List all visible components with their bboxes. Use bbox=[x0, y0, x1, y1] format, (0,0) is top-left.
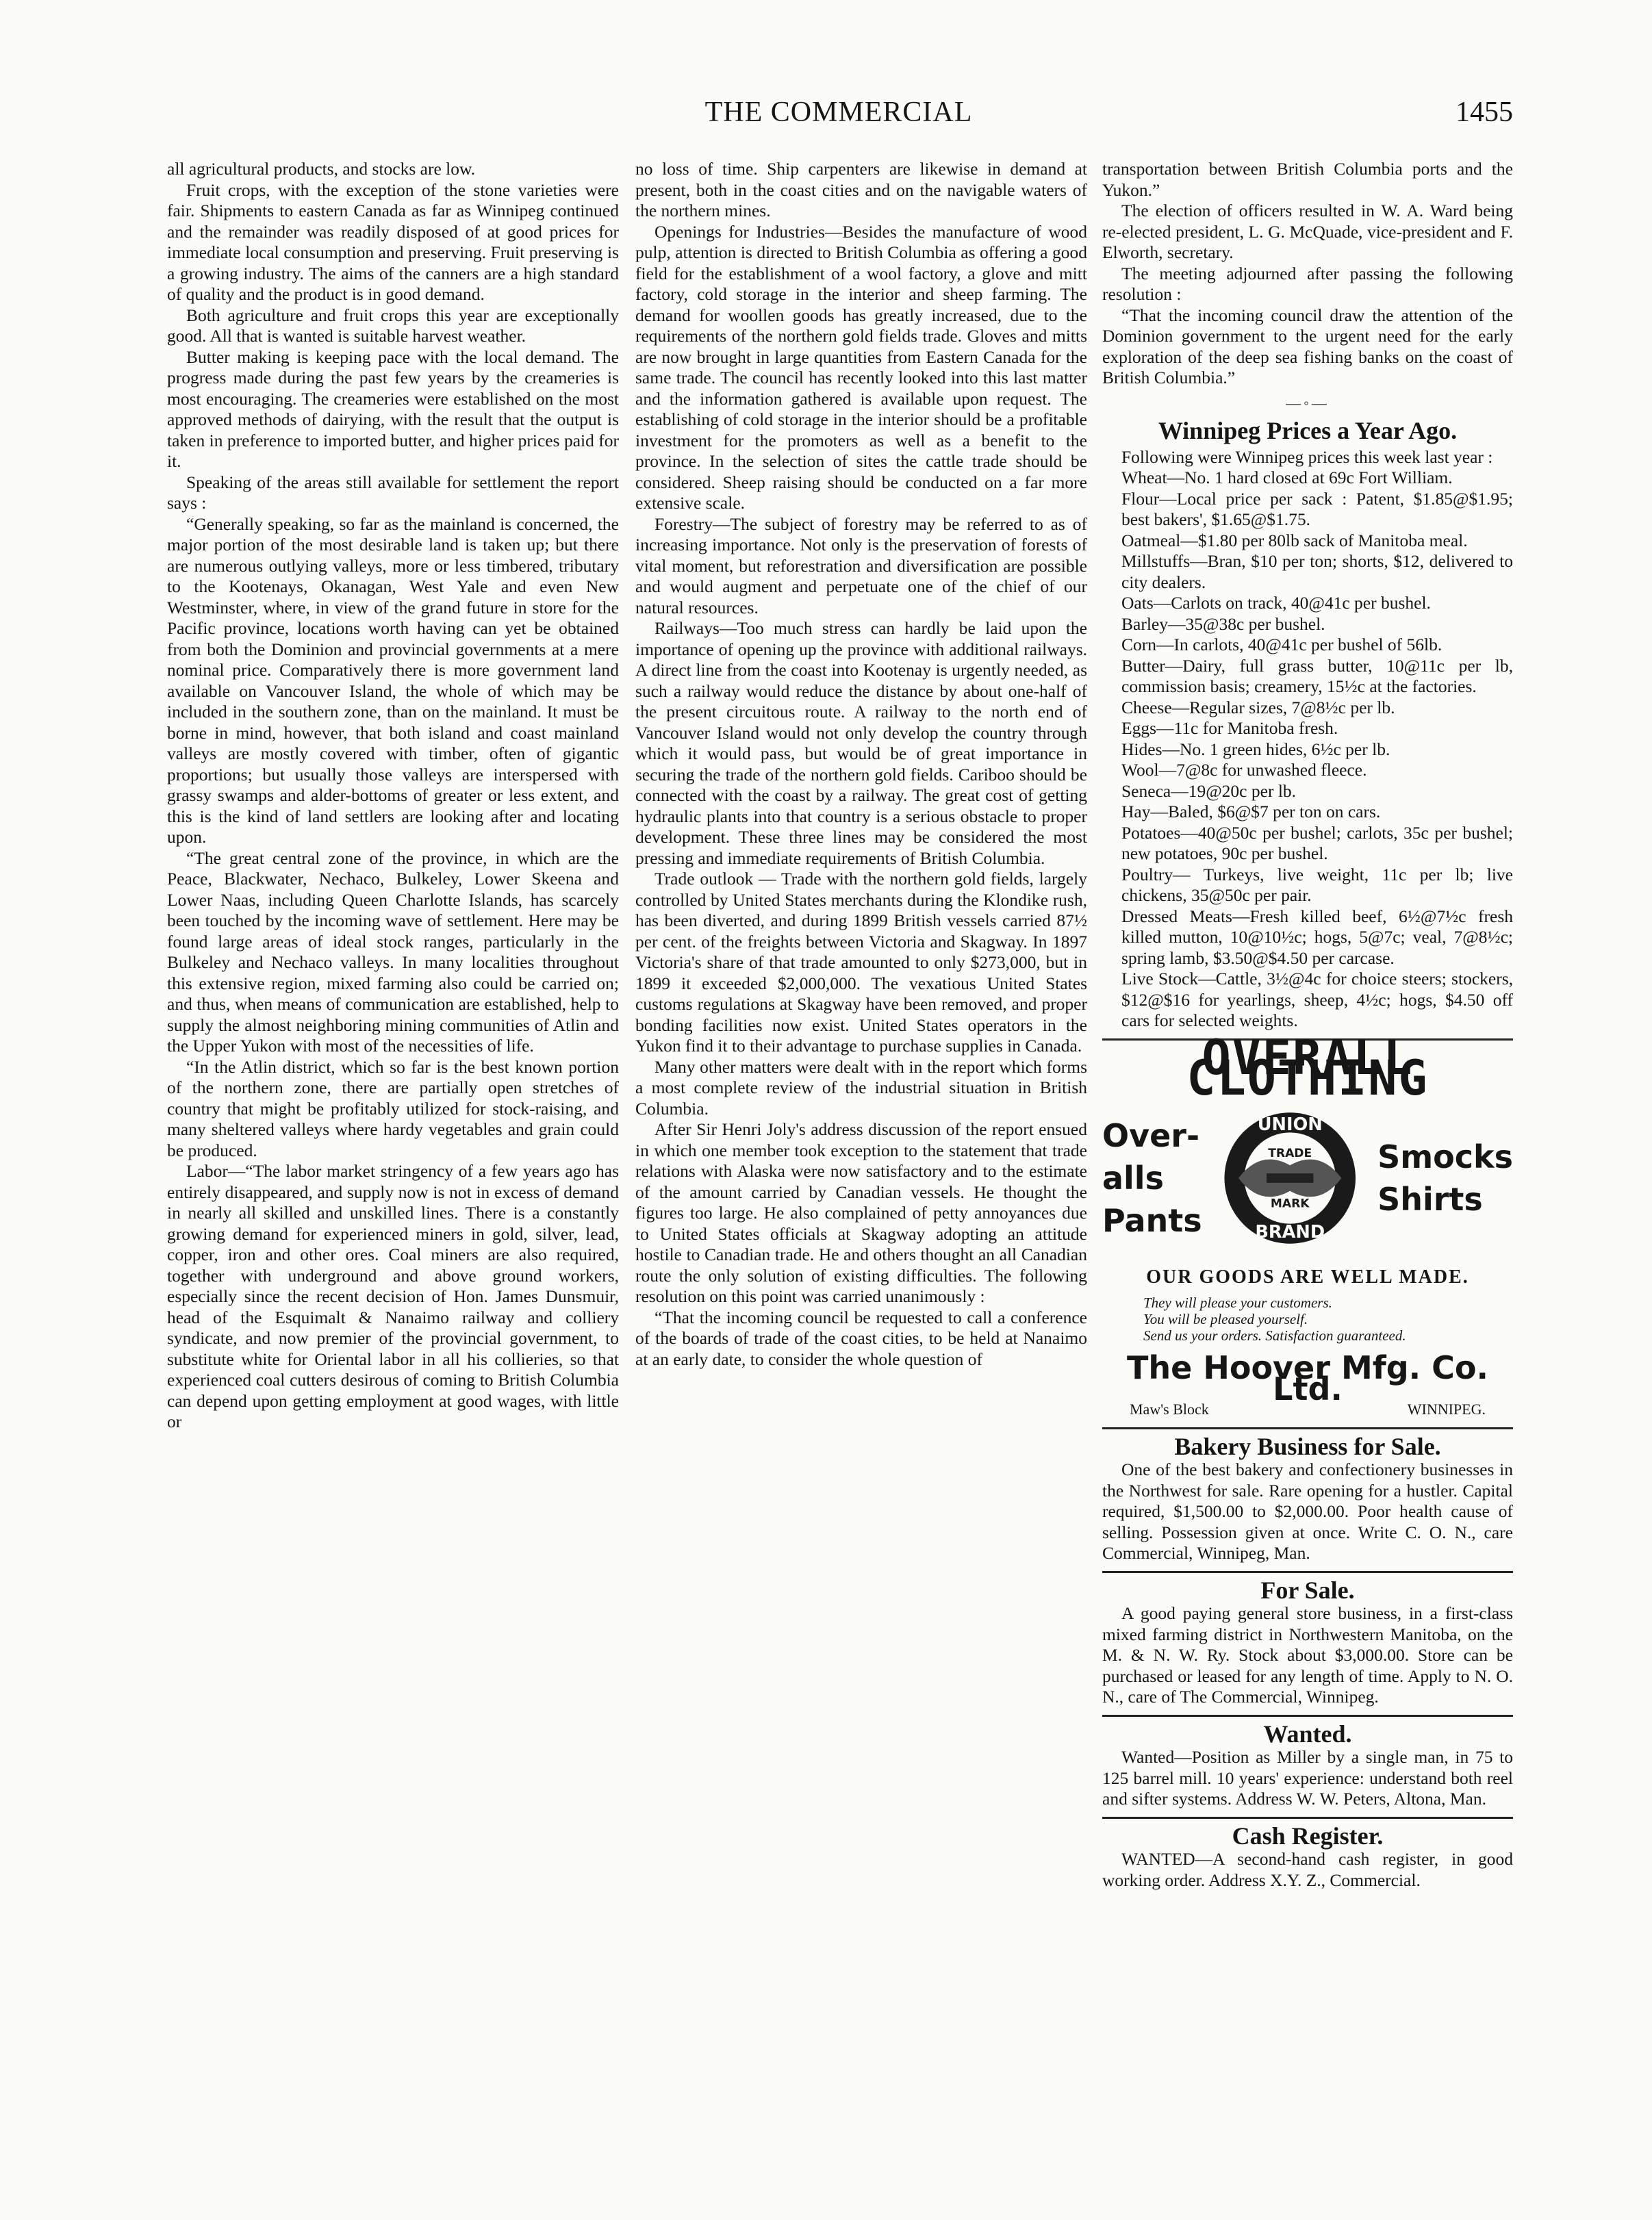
ad-headline: OVERALL CLOTHING bbox=[1186, 1029, 1429, 1106]
price-item: Live Stock—Cattle, 3½@4c for choice steers; stockers, $12@$16 for yearlings, sheep, 4½c; hogs, $4.50 off cars for selected weights. bbox=[1121, 969, 1513, 1030]
price-item: Potatoes—40@50c per bushel; carlots, 35c per bushel; new potatoes, 90c per bushel. bbox=[1121, 822, 1513, 863]
ad-middle bbox=[1102, 1096, 1513, 1260]
paragraph: The meeting adjourned after passing the following resolution : bbox=[1102, 263, 1513, 304]
column-3 bbox=[1102, 159, 1513, 2185]
paragraph: “That the incoming council draw the attention of the Dominion government to the urgent need for the early exploration of the deep sea fishing banks on the coast of British Columbia.” bbox=[1102, 305, 1513, 387]
prices-intro: Following were Winnipeg prices this week last year : bbox=[1121, 446, 1493, 467]
paragraph: After Sir Henri Joly's address discussion of the report ensued in which one member took exception to the statement that trade relations with Alaska were now satisfactory and to the estimate of the amount carried by Canadian vessels. He thought the figures too large. He also complained of petty annoyances due to United States officials at Skagway adopting an attitude hostile to Canadian trade. He and others thought an all Canadian route the only solution of existing difficulties. The following resolution on this point was carried unanimously : bbox=[635, 1119, 1087, 1306]
overall-clothing-ad bbox=[1102, 1029, 1513, 1420]
logo-upper-text: TRADE bbox=[1267, 1146, 1312, 1160]
classified-text: WANTED—A second-hand cash register, in good working order. Address X.Y. Z., Commercial. bbox=[1102, 1849, 1513, 1890]
classified-text: Wanted—Position as Miller by a single man, in 75 to 125 barrel mill. 10 years' experience: understand both reel and sifter systems. Address W. W. Peters, Altona, Man. bbox=[1102, 1747, 1513, 1809]
price-item: Oatmeal—$1.80 per 80lb sack of Manitoba meal. bbox=[1121, 530, 1468, 550]
paragraph: Labor—“The labor market stringency of a few years ago has entirely disappeared, and supply now is not in excess of demand in nearly all skilled and unskilled lines. There is a constantly growing demand for experienced miners in gold, silver, lead, copper, iron and other ores. Coal miners are also required, together with underground and above ground workers, especially since the recent decision of Hon. James Dunsmuir, head of the Esquimalt & Nanaimo railway and colliery syndicate, and now premier of the provincial government, to substitute white for Oriental labor in all his collieries, so that experienced coal cutters desirous of coming to British Columbia can depend upon getting employment at good wages, with little or bbox=[167, 1161, 619, 1431]
paragraph: Speaking of the areas still available for settlement the report says : bbox=[167, 472, 619, 513]
price-item: Cheese—Regular sizes, 7@8½c per lb. bbox=[1121, 697, 1395, 717]
ad-word: Smocks bbox=[1377, 1138, 1513, 1175]
ad-line: Send us your orders. Satisfaction guaranteed. bbox=[1143, 1327, 1406, 1344]
ad-word: Pants bbox=[1102, 1201, 1202, 1239]
paragraph: “In the Atlin district, which so far is the best known portion of the northern zone, there are partially open stretches of country that might be profitably utilized for stock-raising, and many sheltered valleys where hardy vegetables and grain could be produced. bbox=[167, 1056, 619, 1160]
paragraph: Both agriculture and fruit crops this year are exceptionally good. All that is wanted is suitable harvest weather. bbox=[167, 305, 619, 346]
paragraph: Openings for Industries—Besides the manufacture of wood pulp, attention is directed to British Columbia as offering a good field for the establishment of a wool factory, a glove and mitt factory, cold storage in the interior and sheep farming. The demand for woollen goods has greatly increased, due to the requirements of the northern gold fields trade. Gloves and mitts are now brought in large quantities from Eastern Canada for the same trade. The council has recently looked into this last matter and the information gathered is available upon request. The establishing of cold storage in the interior should be a profitable investment for the promoters as well as a benefit to the province. In the selection of sites the cattle trade should be considered. Sheep raising should be conducted on a far more extensive scale. bbox=[635, 221, 1087, 513]
paragraph: Many other matters were dealt with in the report which forms a most complete review of the industrial situation in British Columbia. bbox=[635, 1056, 1087, 1119]
paragraph: Forestry—The subject of forestry may be referred to as of increasing importance. Not only is the preservation of forests of vital moment, but reforestration and diversification are possible and would augment and perpetuate one of the chief of our natural resources. bbox=[635, 513, 1087, 617]
union-brand-logo-icon bbox=[1202, 1096, 1377, 1260]
classified-for-sale bbox=[1102, 1576, 1513, 1708]
ad-address-left: Maw's Block bbox=[1130, 1401, 1209, 1418]
price-item: Oats—Carlots on track, 40@41c per bushel. bbox=[1121, 593, 1431, 613]
price-item: Poultry— Turkeys, live weight, 11c per lb; live chickens, 35@50c per pair. bbox=[1121, 864, 1513, 905]
classified-title: Wanted. bbox=[1263, 1720, 1352, 1748]
ad-motto: OUR GOODS ARE WELL MADE. bbox=[1146, 1266, 1469, 1288]
paragraph: “The great central zone of the province, in which are the Peace, Blackwater, Nechaco, Bulkeley, Lower Skeena and Lower Naas, including Queen Charlotte Islands, has scarcely been touched by the incoming wave of settlement. Here may be found large areas of ideal stock ranges, particularly in the Bulkeley and Nechaco valleys. In many localities throughout this extensive region, mixed farming also could be carried on; and thus, when means of communication are established, help to supply the almost neighboring mining communities of Atlin and the Upper Yukon with most of the necessities of life. bbox=[167, 847, 619, 1056]
ad-right-words bbox=[1377, 1136, 1513, 1221]
paragraph: Fruit crops, with the exception of the stone varieties were fair. Shipments to eastern Canada as far as Winnipeg continued and the remainder was readily disposed of at good prices for immediate local consumption and preserving. Fruit preserving is a growing industry. The aims of the canners are a high standard of quality and the product is in good demand. bbox=[167, 179, 619, 304]
price-item: Butter—Dairy, full grass butter, 10@11c per lb, commission basis; creamery, 15½c at the factories. bbox=[1121, 655, 1513, 696]
paragraph: The election of officers resulted in W. A. Ward being re-elected president, L. G. McQuade, vice-president and F. Elworth, secretary. bbox=[1102, 201, 1513, 262]
section-separator: —◦— bbox=[1286, 394, 1330, 411]
price-item: Eggs—11c for Manitoba fresh. bbox=[1121, 718, 1338, 738]
classified-title: For Sale. bbox=[1260, 1576, 1355, 1604]
paragraph: Trade outlook — Trade with the northern gold fields, largely controlled by United States merchants during the Klondike rush, has been diverted, and during 1899 British vessels carried 87½ per cent. of the freights between Victoria and Skagway. In 1897 Victoria's share of that trade amounted to only $273,000, but in 1899 it exceeded $2,000,000. The vexatious United States customs regulations at Skagway have been removed, and proper bonding facilities now exist. United States operators in the Yukon find it to their advantage to purchase supplies in Canada. bbox=[635, 869, 1087, 1056]
logo-lower-text: MARK bbox=[1270, 1197, 1310, 1211]
ad-word: Over- bbox=[1102, 1117, 1200, 1154]
paragraph: transportation between British Columbia ports and the Yukon.” bbox=[1102, 159, 1513, 200]
rule-divider bbox=[1102, 1817, 1513, 1819]
price-item: Wheat—No. 1 hard closed at 69c Fort William. bbox=[1121, 468, 1453, 487]
price-item: Corn—In carlots, 40@41c per bushel of 56lb. bbox=[1121, 635, 1443, 654]
paragraph: all agricultural products, and stocks are low. bbox=[167, 159, 476, 179]
rule-divider bbox=[1102, 1427, 1513, 1429]
paragraph: Railways—Too much stress can hardly be laid upon the importance of opening up the province with additional railways. A direct line from the coast into Kootenay is urgently needed, as such a railway would reduce the distance by about one-half of the present circuitous route. A railway to the north end of Vancouver Island would not only develop the country through which it would pass, but would be of great importance in securing the trade of the northern gold fields. Cariboo should be connected with the coast by a railway. The great cost of getting hydraulic plants into that country is a serious obstacle to proper development. These three lines may be considered the most pressing and immediate requirements of British Columbia. bbox=[635, 618, 1087, 868]
paragraph: Butter making is keeping pace with the local demand. The progress made during the past few years by the creameries is most encouraging. The creameries were established on the most approved methods of dairying, with the result that the output is taken in preference to imported butter, and higher prices paid for it. bbox=[167, 346, 619, 471]
column-1 bbox=[167, 159, 619, 2185]
ad-left-words bbox=[1102, 1114, 1202, 1242]
ad-word: Shirts bbox=[1377, 1180, 1483, 1218]
price-item: Seneca—19@20c per lb. bbox=[1121, 780, 1297, 801]
classified-title: Cash Register. bbox=[1232, 1822, 1384, 1850]
price-item: Barley—35@38c per bushel. bbox=[1121, 613, 1325, 634]
masthead-title: THE COMMERCIAL bbox=[704, 97, 973, 128]
prices-section bbox=[1102, 417, 1513, 1032]
rule-divider bbox=[1102, 1571, 1513, 1573]
classified-wanted bbox=[1102, 1720, 1513, 1810]
logo-top-text: UNION bbox=[1257, 1114, 1323, 1135]
classified-text: A good paying general store business, in a first-class mixed farming district in Northwestern Manitoba, on the M. & N. W. Ry. Stock about $3,000.00. Store can be purchased or leased for any length of time. Apply to N. O. N., care of The Commercial, Winnipeg. bbox=[1102, 1603, 1513, 1707]
paragraph: no loss of time. Ship carpenters are likewise in demand at present, both in the coast cities and on the navigable waters of the northern mines. bbox=[635, 159, 1087, 220]
price-item: Dressed Meats—Fresh killed beef, 6½@7½c fresh killed mutton, 10@10½c; hogs, 5@7c; veal, 7@8½c; spring lamb, $3.50@$4.50 per carcase. bbox=[1121, 906, 1513, 968]
rule-divider bbox=[1102, 1715, 1513, 1717]
price-item: Hay—Baled, $6@$7 per ton on cars. bbox=[1121, 802, 1381, 821]
ad-line: You will be pleased yourself. bbox=[1143, 1311, 1308, 1327]
price-item: Flour—Local price per sack : Patent, $1.85@$1.95; best bakers', $1.65@$1.75. bbox=[1121, 488, 1513, 529]
classified-title: Bakery Business for Sale. bbox=[1174, 1432, 1441, 1460]
page-number: 1455 bbox=[1456, 97, 1513, 128]
column-2 bbox=[635, 159, 1087, 2185]
price-list bbox=[1102, 468, 1513, 1032]
logo-bottom-text: BRAND bbox=[1254, 1221, 1325, 1242]
price-item: Wool—7@8c for unwashed fleece. bbox=[1121, 760, 1367, 780]
price-item: Hides—No. 1 green hides, 6½c per lb. bbox=[1121, 739, 1390, 759]
paragraph: “Generally speaking, so far as the mainland is concerned, the major portion of the most desirable land is taken up; but there are numerous outlying valleys, more or less timbered, tributary to the Kootenays, Okanagan, West Yale and even New Westminster, where, in view of the grand future in store for the Pacific province, locations worth having can yet be obtained from both the Dominion and provincial governments at a mere nominal price. Comparatively there is more government land available on Vancouver Island, the whole of which may be included in the southern zone, than on the mainland. It must be borne in mind, however, that both island and coast mainland valleys are mostly covered with timber, often of gigantic proportions; but usually those valleys are interspersed with grassy swamps and alder-bottoms of greater or less extent, and this is the kind of land settlers are looking after and locating upon. bbox=[167, 513, 619, 847]
ad-word: alls bbox=[1102, 1159, 1164, 1197]
price-item: Millstuffs—Bran, $10 per ton; shorts, $12, delivered to city dealers. bbox=[1121, 551, 1513, 592]
ad-address-right: WINNIPEG. bbox=[1407, 1401, 1486, 1418]
ad-company: The Hoover Mfg. Co. Ltd. bbox=[1127, 1349, 1488, 1407]
classified-cash-register bbox=[1102, 1822, 1513, 1891]
prices-heading: Winnipeg Prices a Year Ago. bbox=[1158, 417, 1458, 444]
classified-text: One of the best bakery and confectionery businesses in the Northwest for sale. Rare opening for a hustler. Capital required, $1,500.00 to $2,000.00. Poor health cause of selling. Possession given at once. Write C. O. N., care Commercial, Winnipeg, Man. bbox=[1102, 1459, 1513, 1563]
classified-bakery bbox=[1102, 1432, 1513, 1564]
page-header bbox=[164, 96, 1513, 137]
ad-line: They will please your customers. bbox=[1143, 1294, 1332, 1311]
paragraph: “That the incoming council be requested to call a conference of the boards of trade of the coast cities, to be held at Nanaimo at an early date, to consider the whole question of bbox=[635, 1307, 1087, 1369]
